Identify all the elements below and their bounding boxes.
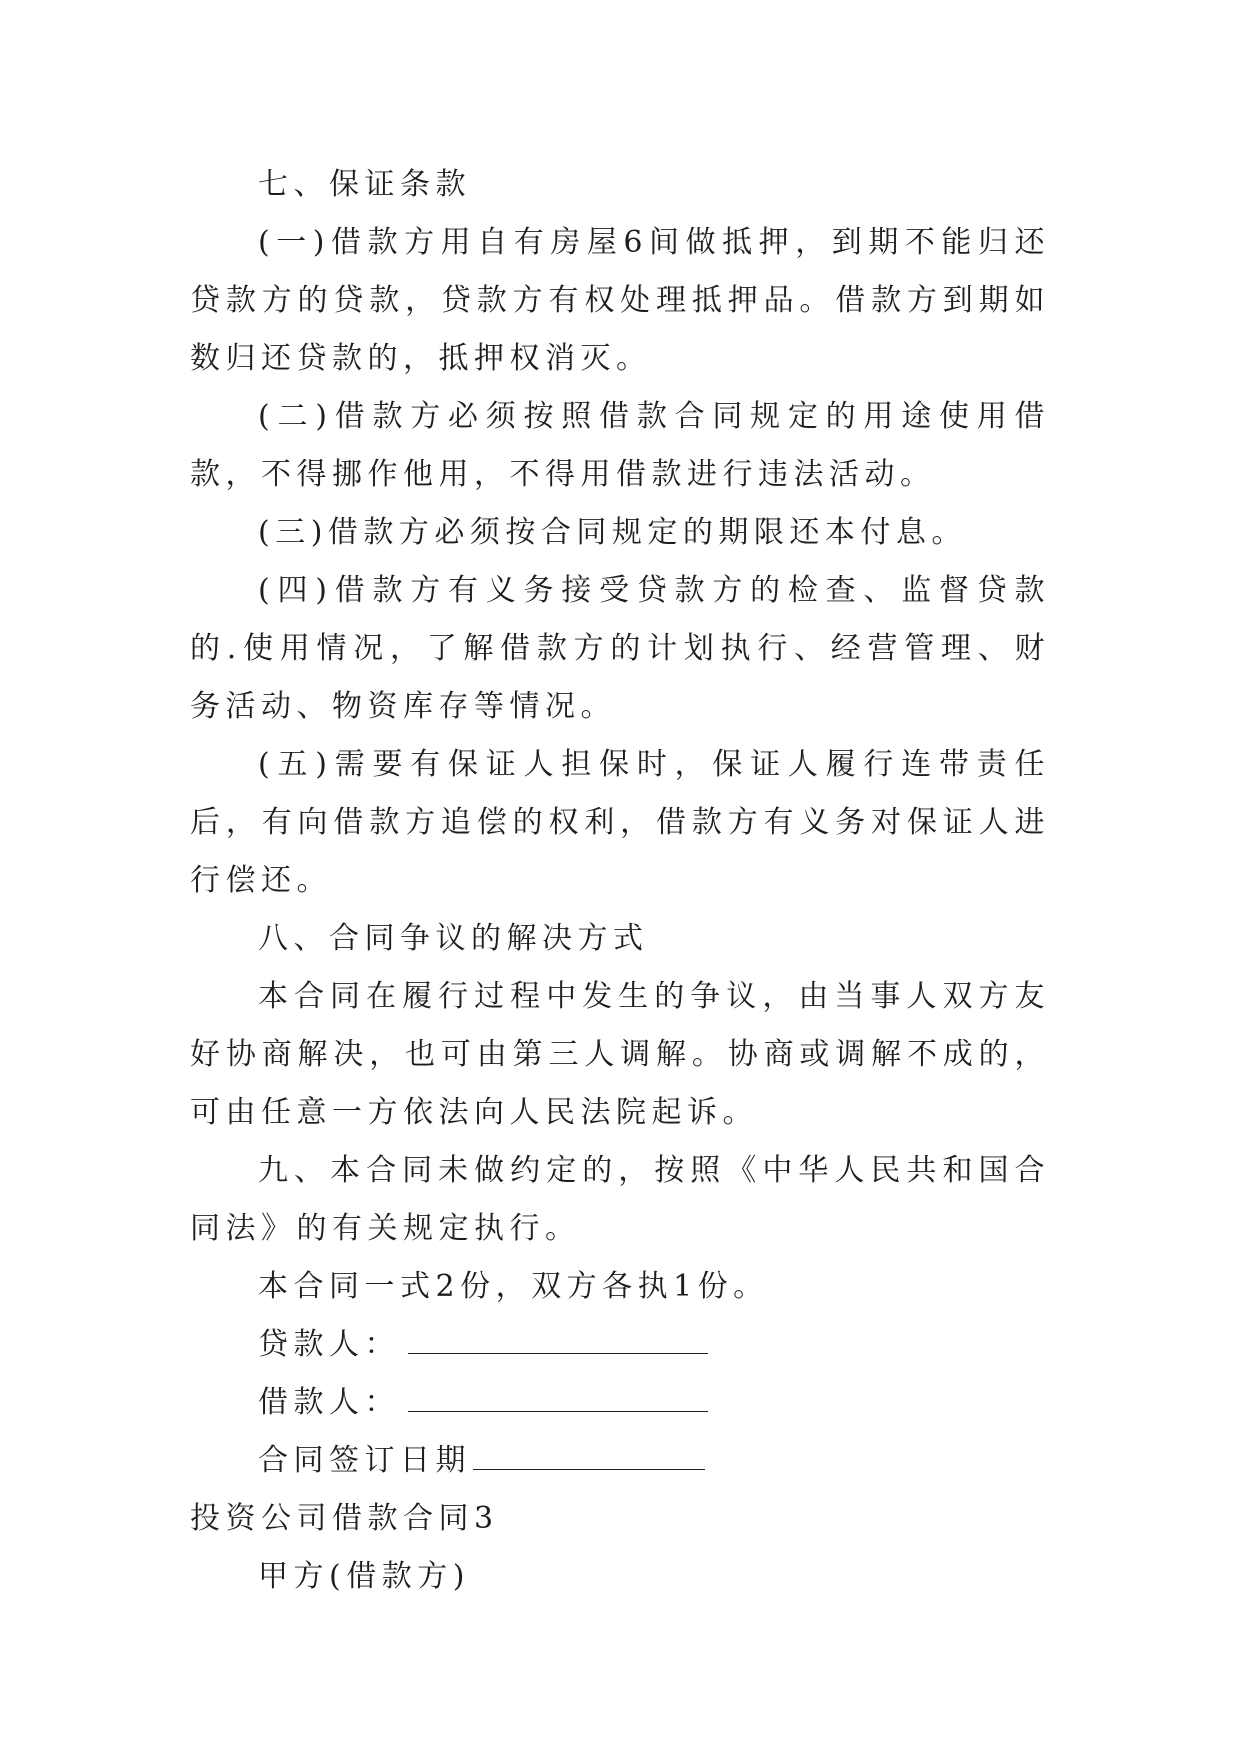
clause-paragraph: 九、本合同未做约定的，按照《中华人民共和国合同法》的有关规定执行。 (190, 1153, 1050, 1246)
document-body (190, 156, 1050, 1606)
borrower-signature-blank (408, 1389, 708, 1412)
clause-paragraph: (一)借款方用自有房屋6间做抵押，到期不能归还贷款方的贷款，贷款方有权处理抵押品。借款方到期如数归还贷款的，抵押权消灭。 (190, 225, 1050, 376)
clause-paragraph: (二)借款方必须按照借款合同规定的用途使用借款，不得挪作他用，不得用借款进行违法活动。 (190, 399, 1050, 492)
copies-statement: 本合同一式2份，双方各执1份。 (258, 1269, 769, 1304)
clause-paragraph: 本合同在履行过程中发生的争议，由当事人双方友好协商解决，也可由第三人调解。协商或调解不成的，可由任意一方依法向人民法院起诉。 (190, 979, 1050, 1130)
lender-signature-line (190, 1316, 1050, 1374)
signing-date-label: 合同签订日期 (258, 1443, 471, 1478)
clause-paragraph: (四)借款方有义务接受贷款方的检查、监督贷款的.使用情况，了解借款方的计划执行、经营管理、财务活动、物资库存等情况。 (190, 573, 1050, 724)
clause-paragraph: (三)借款方必须按合同规定的期限还本付息。 (258, 515, 967, 550)
clause-paragraph: (五)需要有保证人担保时，保证人履行连带责任后，有向借款方追偿的权利，借款方有义务对保证人进行偿还。 (190, 747, 1050, 898)
borrower-signature-line (190, 1374, 1050, 1432)
section-heading-dispute: 八、合同争议的解决方式 (258, 921, 649, 956)
signing-date-line (190, 1432, 1050, 1490)
next-contract-title: 投资公司借款合同3 (190, 1501, 499, 1536)
party-a-label: 甲方(借款方) (258, 1559, 470, 1594)
borrower-label: 借款人： (258, 1385, 400, 1420)
lender-signature-blank (408, 1331, 708, 1354)
lender-label: 贷款人： (258, 1327, 400, 1362)
signing-date-blank (473, 1447, 705, 1470)
section-heading-guarantee: 七、保证条款 (258, 167, 471, 202)
